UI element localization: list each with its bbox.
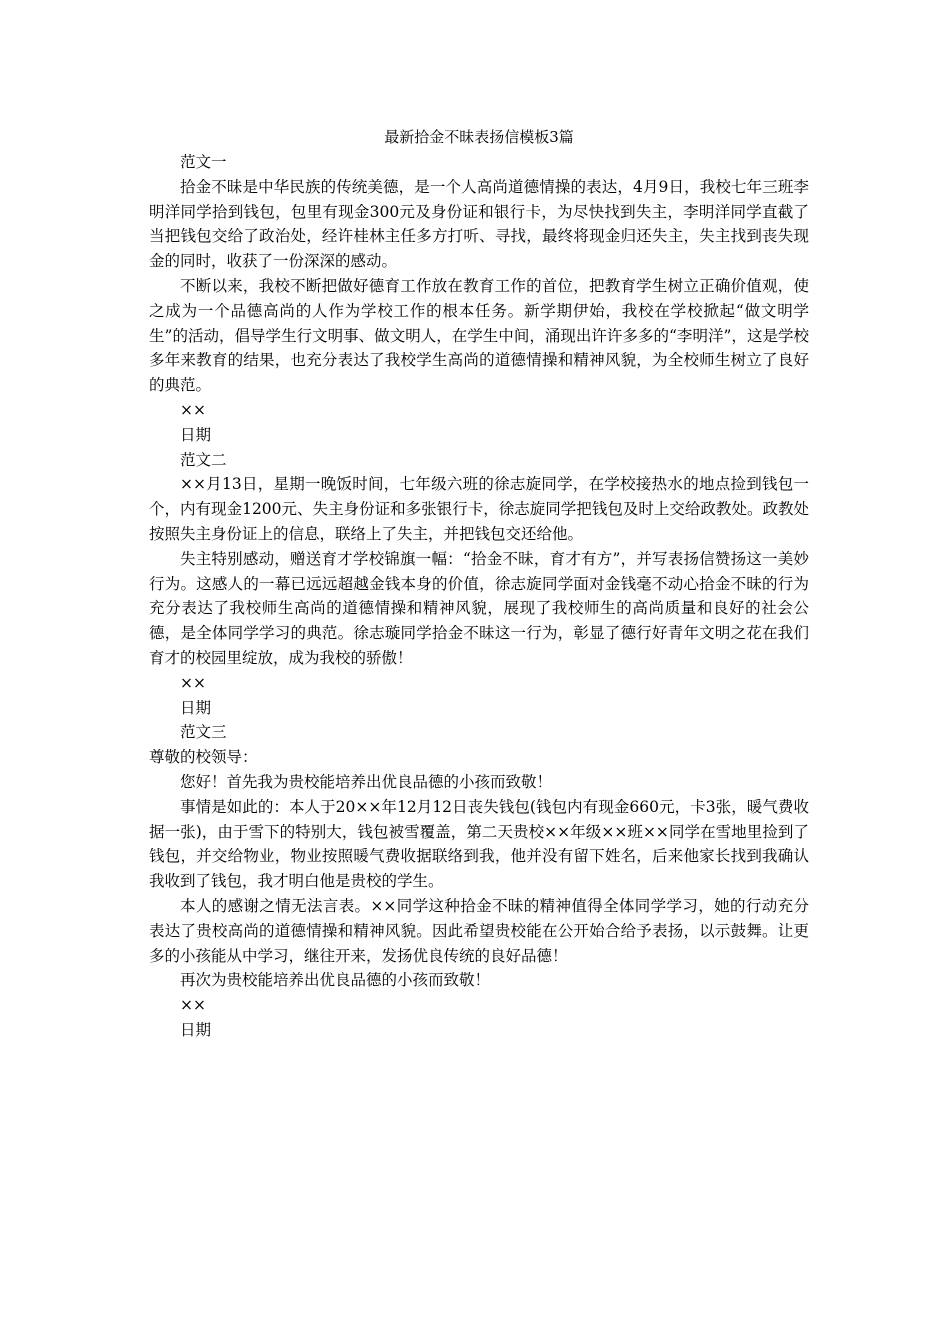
date-line: 日期	[180, 1020, 212, 1039]
date-line: 日期	[180, 698, 212, 717]
section-heading-2: 范文二	[180, 450, 227, 469]
signature: ××	[180, 673, 206, 692]
section-heading-1: 范文一	[180, 153, 227, 171]
paragraph: 再次为贵校能培养出优良品德的小孩而致敬！	[180, 971, 491, 990]
paragraph: 失主特别感动，赠送育才学校锦旗一幅：“拾金不昧，育才有方”，并写表扬信赞扬这一美妙行为。这感人的一幕已远远超越金钱本身的价值，徐志旋同学面对金钱毫不动心拾金不昧的行为充分表达了我校师生高尚的道德情操和精神风貌，展现了我校师生的高尚质量和良好的社会公德，是全体同学学习的典范。徐志璇同学拾金不昧这一行为，彰显了德行好青年文明之花在我们育才的校园里绽放，成为我校的骄傲！	[149, 549, 809, 667]
date-line: 日期	[180, 425, 212, 444]
signature: ××	[180, 996, 206, 1015]
signature: ××	[180, 400, 206, 419]
section-heading-3: 范文三	[180, 723, 227, 742]
paragraph: 拾金不昧是中华民族的传统美德，是一个人高尚道德情操的表达，4月9日，我校七年三班李明洋同学拾到钱包，包里有现金300元及身份证和银行卡，为尽快找到失主，李明洋同学直截了当把钱包交给了政治处，经许桂林主任多方打听、寻找，最终将现金归还失主，失主找到丧失现金的同时，收获了一份深深的感动。	[149, 177, 809, 271]
document-title: 最新拾金不昧表扬信模板3篇	[384, 128, 574, 146]
salutation: 尊敬的校领导：	[149, 748, 258, 767]
paragraph: ××月13日，星期一晚饭时间，七年级六班的徐志旋同学，在学校接热水的地点捡到钱包一个，内有现金1200元、失主身份证和多张银行卡，徐志旋同学把钱包及时上交给政教处。政教处按照失主身份证上的信息，联络上了失主，并把钱包交还给他。	[149, 475, 809, 543]
paragraph: 事情是如此的：本人于20××年12月12日丧失钱包(钱包内有现金660元，卡3张，暖气费收据一张)，由于雪下的特别大，钱包被雪覆盖，第二天贵校××年级××班××同学在雪地里捡到了钱包，并交给物业，物业按照暖气费收据联络到我，他并没有留下姓名，后来他家长找到我确认我收到了钱包，我才明白他是贵校的学生。	[149, 797, 809, 891]
paragraph: 本人的感谢之情无法言表。××同学这种拾金不昧的精神值得全体同学学习，她的行动充分表达了贵校高尚的道德情操和精神风貌。因此希望贵校能在公开始合给予表扬，以示鼓舞。让更多的小孩能从中学习，继往开来，发扬优良传统的良好品德！	[149, 896, 809, 965]
document-page	[149, 124, 809, 1043]
paragraph: 不断以来，我校不断把做好德育工作放在教育工作的首位，把教育学生树立正确价值观，使之成为一个品德高尚的人作为学校工作的根本任务。新学期伊始，我校在学校掀起“做文明学生”的活动，倡导学生行文明事、做文明人，在学生中间，涌现出许许多多的“李明洋”，这是学校多年来教育的结果，也充分表达了我校学生高尚的道德情操和精神风貌，为全校师生树立了良好的典范。	[149, 276, 809, 395]
paragraph: 您好！首先我为贵校能培养出优良品德的小孩而致敬！	[180, 772, 553, 791]
